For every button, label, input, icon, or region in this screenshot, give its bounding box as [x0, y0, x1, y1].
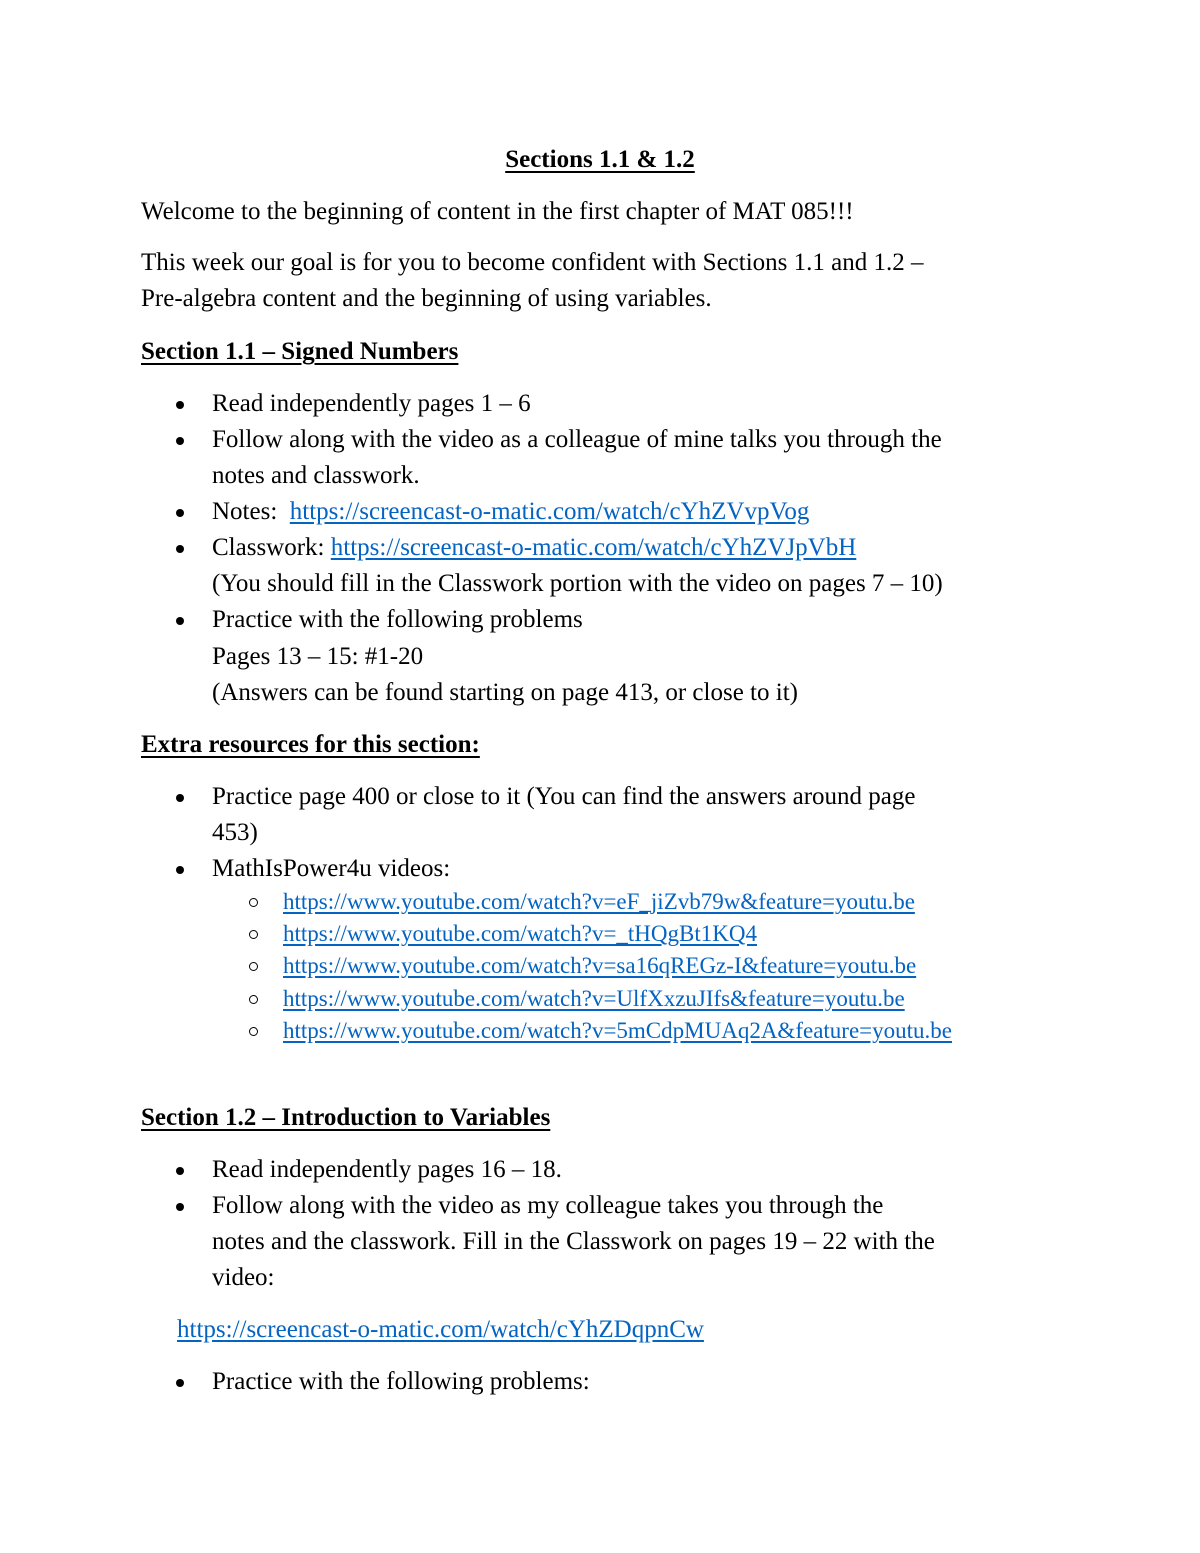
classwork-note: (You should fill in the Classwork portion with the video on pages 7 – 10) — [212, 570, 943, 597]
bullet-icon — [176, 794, 184, 802]
section-1-2-practice: Practice with the following problems: — [212, 1368, 590, 1395]
bullet-icon — [176, 866, 184, 874]
intro-goal-line1: This week our goal is for you to become confident with Sections 1.1 and 1.2 – — [141, 249, 924, 276]
videos-label: MathIsPower4u videos: — [212, 855, 451, 882]
section-1-2-follow-line2: notes and the classwork. Fill in the Classwork on pages 19 – 22 with the — [212, 1228, 935, 1255]
classwork-row — [212, 533, 856, 563]
notes-label: Notes: — [212, 498, 278, 525]
section-1-2-heading: Section 1.2 – Introduction to Variables — [141, 1104, 551, 1131]
youtube-link-4[interactable]: https://www.youtube.com/watch?v=UlfXxzuJIfs&feature=youtu.be — [283, 986, 905, 1011]
section-1-1-practice: Practice with the following problems — [212, 606, 583, 633]
page-title: Sections 1.1 & 1.2 — [505, 146, 695, 173]
bullet-icon — [176, 437, 184, 445]
youtube-link-2[interactable]: https://www.youtube.com/watch?v=_tHQgBt1KQ4 — [283, 921, 757, 946]
classwork-video-link[interactable]: https://screencast-o-matic.com/watch/cYhZVJpVbH — [330, 534, 857, 561]
section-1-2-follow-line3: video: — [212, 1264, 275, 1291]
sub-bullet-icon — [249, 962, 258, 971]
bullet-icon — [176, 1203, 184, 1211]
extra-practice-line2: 453) — [212, 819, 258, 846]
intro-goal-line2: Pre-algebra content and the beginning of using variables. — [141, 285, 712, 312]
bullet-icon — [176, 1167, 184, 1175]
section-1-2-follow-line1: Follow along with the video as my colleague takes you through the — [212, 1192, 884, 1219]
bullet-icon — [176, 545, 184, 553]
section-1-1-follow-line2: notes and classwork. — [212, 462, 420, 489]
section-1-1-practice-answers: (Answers can be found starting on page 413, or close to it) — [212, 679, 798, 706]
youtube-link-1[interactable]: https://www.youtube.com/watch?v=eF_jiZvb79w&feature=youtu.be — [283, 889, 915, 914]
bullet-icon — [176, 1379, 184, 1387]
sub-bullet-icon — [249, 898, 258, 907]
sub-bullet-icon — [249, 1027, 258, 1036]
classwork-label: Classwork: — [212, 534, 325, 561]
section-1-2-read: Read independently pages 16 – 18. — [212, 1156, 562, 1183]
youtube-link-5[interactable]: https://www.youtube.com/watch?v=5mCdpMUAq2A&feature=youtu.be — [283, 1018, 952, 1043]
section-1-1-follow-line1: Follow along with the video as a colleague of mine talks you through the — [212, 426, 942, 453]
section-1-1-practice-pages: Pages 13 – 15: #1-20 — [212, 643, 424, 670]
intro-welcome: Welcome to the beginning of content in the first chapter of MAT 085!!! — [141, 198, 854, 225]
notes-video-link[interactable]: https://screencast-o-matic.com/watch/cYhZVvpVog — [289, 498, 810, 525]
section-1-1-heading: Section 1.1 – Signed Numbers — [141, 338, 459, 365]
extra-resources-heading: Extra resources for this section: — [141, 731, 480, 758]
extra-practice-line1: Practice page 400 or close to it (You can find the answers around page — [212, 783, 916, 810]
bullet-icon — [176, 617, 184, 625]
youtube-link-3[interactable]: https://www.youtube.com/watch?v=sa16qREGz-I&feature=youtu.be — [283, 953, 917, 978]
notes-row — [212, 497, 809, 527]
section-1-1-read: Read independently pages 1 – 6 — [212, 390, 531, 417]
bullet-icon — [176, 509, 184, 517]
sub-bullet-icon — [249, 995, 258, 1004]
sub-bullet-icon — [249, 930, 258, 939]
section-1-2-video-link[interactable]: https://screencast-o-matic.com/watch/cYhZDqpnCw — [177, 1316, 704, 1343]
bullet-icon — [176, 401, 184, 409]
